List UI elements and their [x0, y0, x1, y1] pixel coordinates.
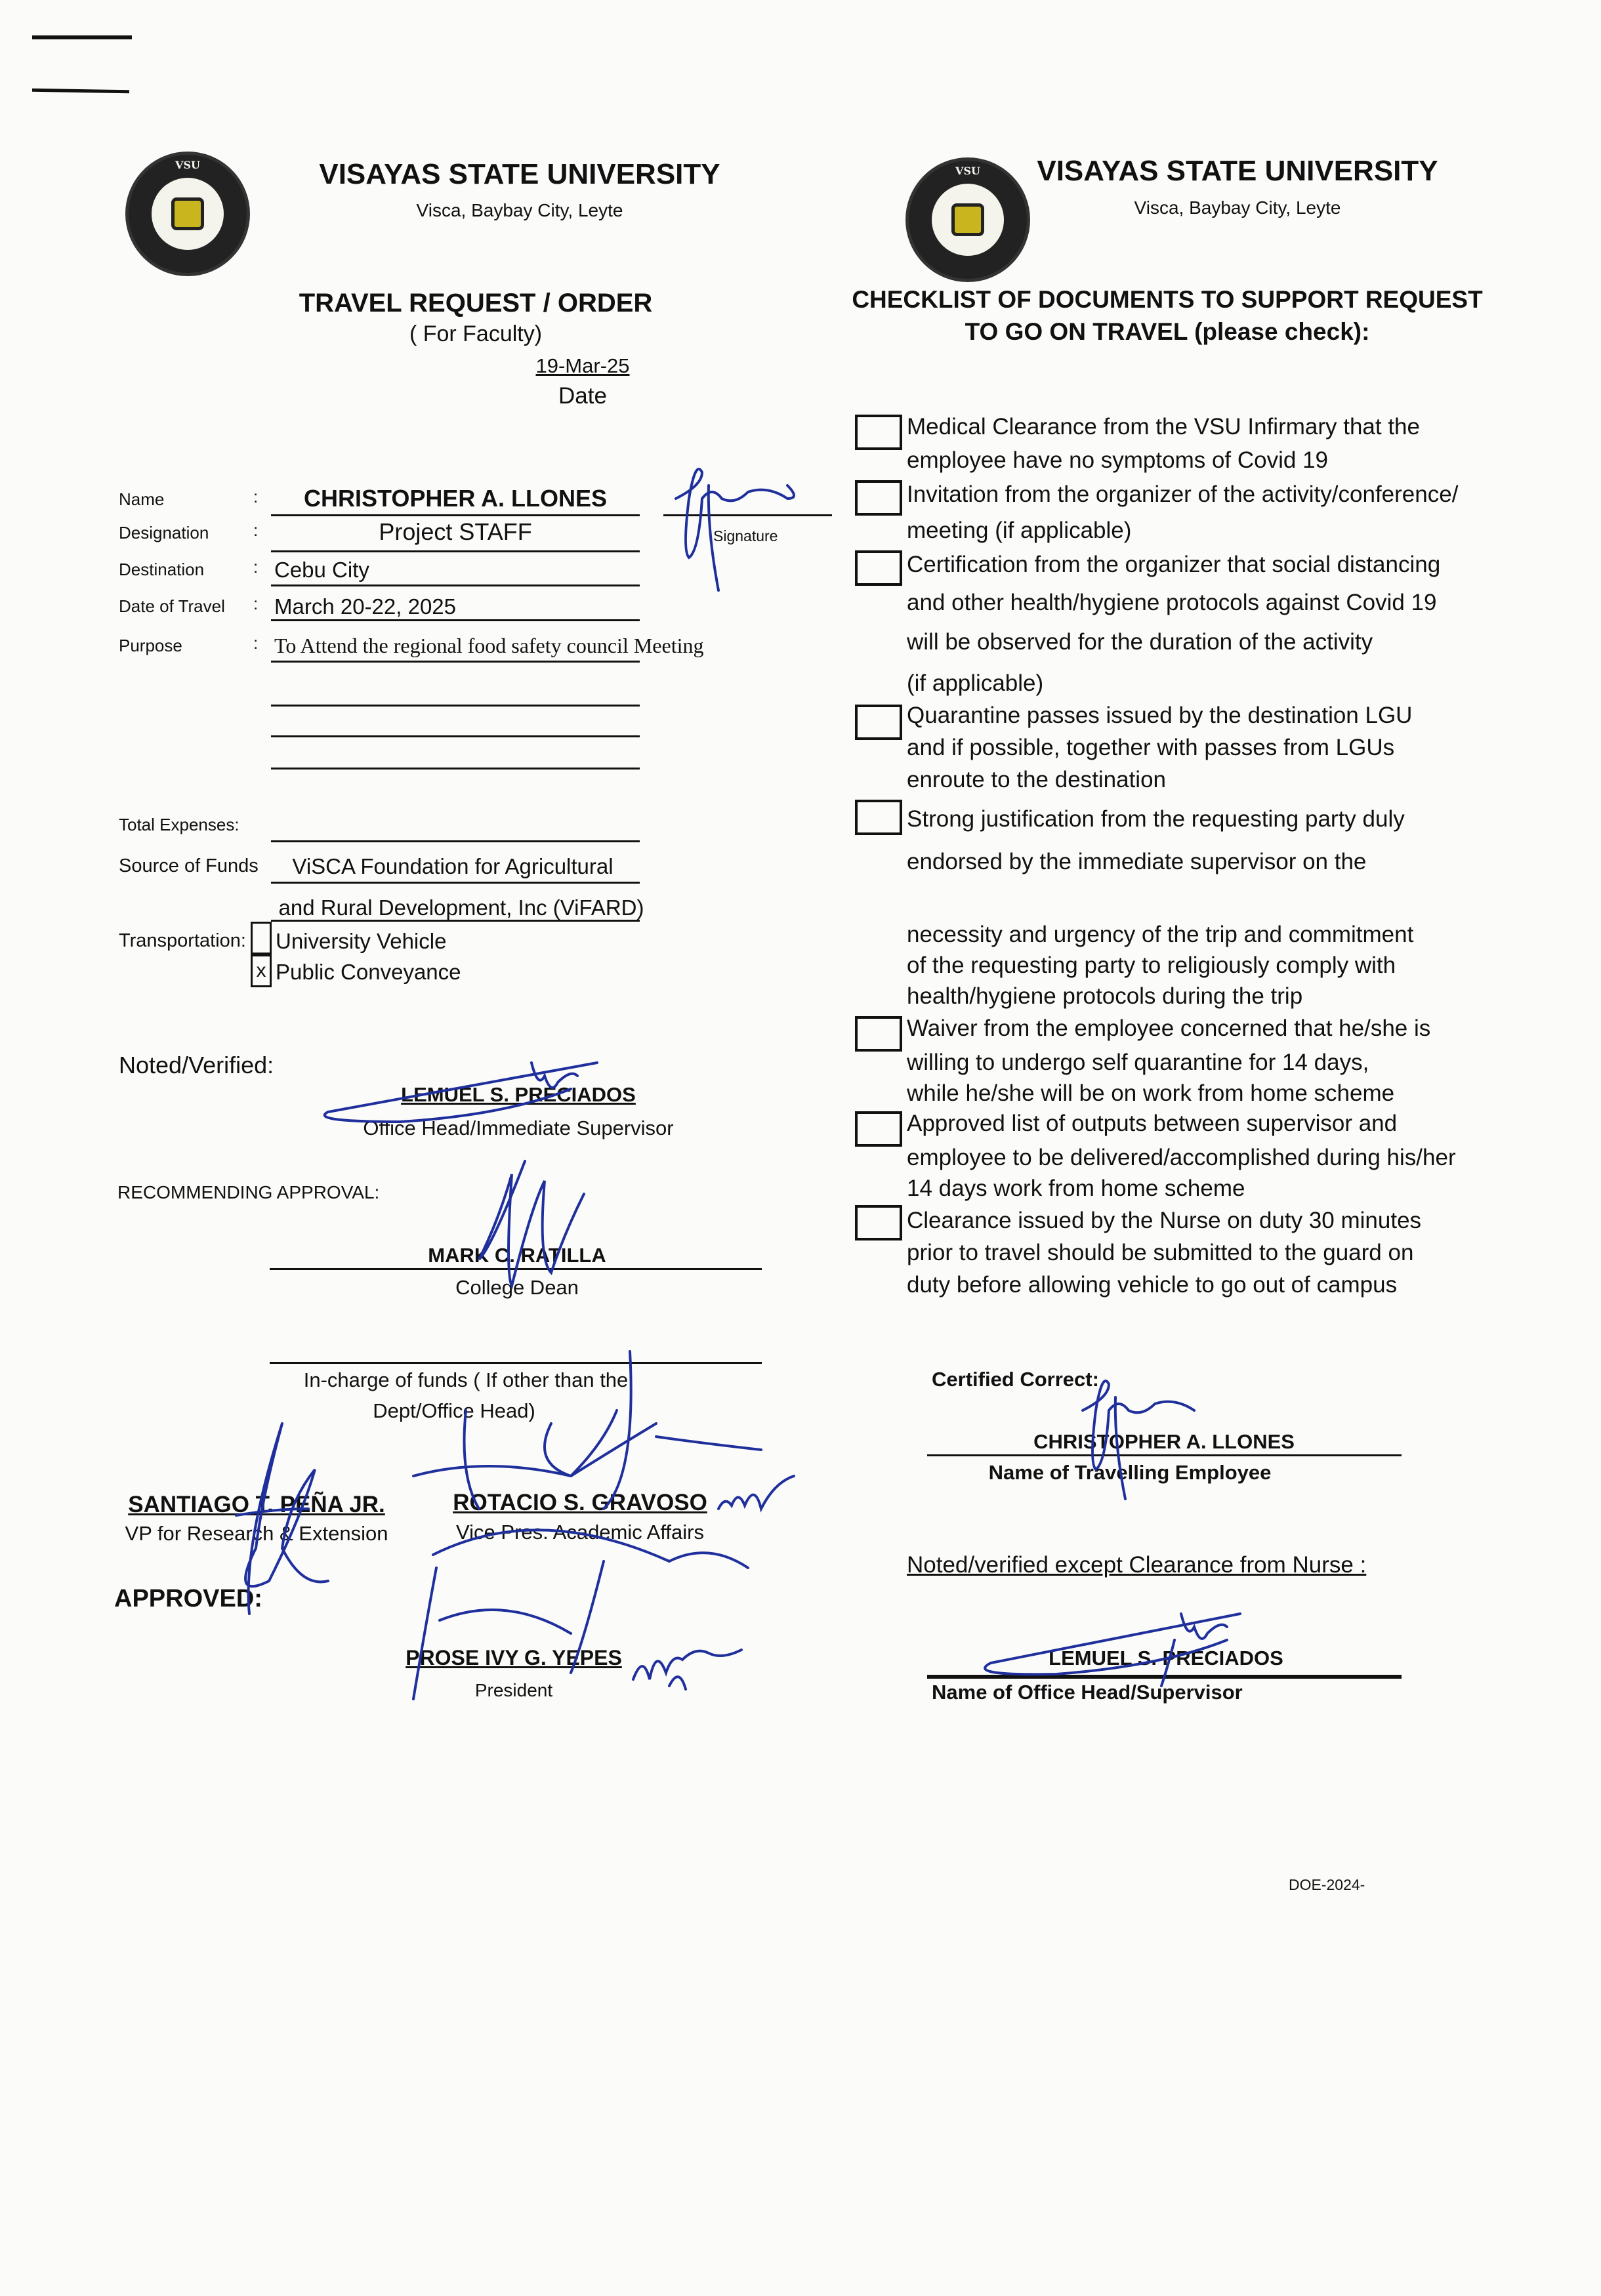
designation-label: Designation — [119, 523, 209, 543]
checklist-item-text: Medical Clearance from the VSU Infirmary that the — [907, 414, 1420, 440]
signature-label: Signature — [713, 527, 778, 544]
university-address: Visca, Baybay City, Leyte — [416, 200, 623, 220]
university-seal-logo — [905, 157, 1030, 282]
name-label: Name — [119, 489, 165, 509]
supervisor-name: LEMUEL S. PRECIADOS — [1049, 1647, 1283, 1670]
purpose-label: Purpose — [119, 636, 182, 655]
form-subtitle: ( For Faculty) — [409, 321, 543, 346]
public-conveyance-label: Public Conveyance — [276, 960, 461, 984]
signature-pena — [217, 1417, 335, 1614]
checklist-checkbox[interactable] — [855, 705, 902, 740]
purpose-underline — [271, 705, 640, 707]
scan-mark — [32, 89, 129, 94]
destination-label: Destination — [119, 560, 205, 579]
university-name: VISAYAS STATE UNIVERSITY — [1037, 155, 1438, 187]
purpose-underline — [271, 661, 640, 663]
total-expenses-underline — [271, 840, 640, 842]
name-underline — [271, 514, 640, 516]
checklist-item-text: Strong justification from the requesting party duly — [907, 806, 1405, 832]
source-of-funds-value[interactable]: ViSCA Foundation for Agricultural — [292, 854, 613, 878]
supervisor-caption: Name of Office Head/Supervisor — [932, 1681, 1243, 1704]
checklist-item-text: enroute to the destination — [907, 767, 1167, 792]
signature-llones — [663, 459, 833, 597]
scan-mark — [32, 35, 132, 39]
checklist-item-text: Waiver from the employee concerned that he/she is — [907, 1015, 1431, 1041]
checklist-item-text: endorsed by the immediate supervisor on the — [907, 849, 1367, 874]
destination-value[interactable]: Cebu City — [274, 558, 369, 582]
checklist-item-text: Certification from the organizer that social distancing — [907, 552, 1441, 577]
source-of-funds-label: Source of Funds — [119, 855, 259, 876]
checklist-item-text: Approved list of outputs between supervisor and — [907, 1111, 1398, 1136]
signature-ratilla — [459, 1155, 591, 1312]
seal-text: VSU — [175, 159, 200, 171]
checklist-item-text: (if applicable) — [907, 670, 1044, 696]
document-code: DOE-2024- — [1289, 1876, 1365, 1893]
checklist-checkbox[interactable] — [855, 415, 902, 450]
president-name: PROSE IVY G. YEPES — [405, 1646, 622, 1670]
checklist-title: CHECKLIST OF DOCUMENTS TO SUPPORT REQUEST — [852, 286, 1483, 313]
checklist-item-text: employee have no symptoms of Covid 19 — [907, 447, 1328, 473]
vp-research-name: SANTIAGO T. PEÑA JR. — [128, 1492, 385, 1517]
date-label: Date — [558, 383, 607, 409]
employee-name: CHRISTOPHER A. LLONES — [1033, 1430, 1295, 1453]
public-conveyance-checkbox[interactable]: x — [251, 954, 272, 987]
destination-underline — [271, 584, 640, 586]
checklist-item-text: of the requesting party to religiously comply with — [907, 953, 1396, 978]
designation-underline — [271, 550, 640, 552]
noted-except-label: Noted/verified except Clearance from Nurse : — [907, 1552, 1367, 1578]
checklist-item-text: Invitation from the organizer of the activity/conference/ — [907, 482, 1459, 507]
date-of-travel-label: Date of Travel — [119, 596, 225, 616]
recommending-approval-label: RECOMMENDING APPROVAL: — [117, 1182, 380, 1202]
checklist-item-text: meeting (if applicable) — [907, 518, 1132, 543]
employee-caption: Name of Travelling Employee — [988, 1461, 1272, 1484]
purpose-value[interactable]: To Attend the regional food safety council Meeting — [274, 634, 704, 657]
vp-research-title: VP for Research & Extension — [125, 1522, 388, 1545]
colon: : — [253, 557, 259, 577]
date-of-travel-value[interactable]: March 20-22, 2025 — [274, 594, 457, 619]
checklist-item-text: Quarantine passes issued by the destination LGU — [907, 703, 1413, 728]
seal-text: VSU — [955, 165, 980, 177]
funds-caption: In-charge of funds ( If other than the — [303, 1368, 629, 1391]
checklist-item-text: health/hygiene protocols during the trip — [907, 983, 1303, 1009]
designation-value[interactable]: Project STAFF — [379, 518, 532, 545]
date-underline — [271, 619, 640, 621]
initials-gravoso — [715, 1469, 800, 1522]
university-seal-logo — [125, 152, 250, 276]
signature-llones-certified — [1070, 1371, 1214, 1502]
approved-label: APPROVED: — [114, 1585, 262, 1612]
colon: : — [253, 594, 259, 613]
noted-verified-label: Noted/Verified: — [119, 1052, 274, 1078]
dean-title: College Dean — [455, 1276, 579, 1299]
university-vehicle-label: University Vehicle — [276, 929, 447, 953]
colon: : — [253, 633, 259, 653]
source-underline — [271, 920, 640, 922]
checklist-item-text: and other health/hygiene protocols against Covid 19 — [907, 590, 1437, 615]
checklist-checkbox[interactable] — [855, 1016, 902, 1052]
total-expenses-label: Total Expenses: — [119, 815, 239, 834]
checklist-checkbox[interactable] — [855, 480, 902, 516]
signature-preciados — [308, 1050, 604, 1135]
checklist-item-text: 14 days work from home scheme — [907, 1176, 1245, 1201]
checklist-checkbox[interactable] — [855, 550, 902, 586]
request-date: 19-Mar-25 — [535, 354, 630, 377]
university-vehicle-checkbox[interactable] — [251, 922, 272, 954]
checklist-checkbox[interactable] — [855, 800, 902, 835]
checklist-item-text: necessity and urgency of the trip and commitment — [907, 922, 1414, 947]
name-value[interactable]: CHRISTOPHER A. LLONES — [303, 485, 608, 512]
certified-correct-label: Certified Correct: — [932, 1368, 1099, 1391]
president-title: President — [474, 1680, 553, 1700]
noted-by-name: LEMUEL S. PRECIADOS — [401, 1083, 636, 1106]
source-of-funds-value-2[interactable]: and Rural Development, Inc (ViFARD) — [278, 895, 644, 920]
signature-preciados-supervisor — [965, 1601, 1247, 1686]
form-title: TRAVEL REQUEST / ORDER — [299, 289, 653, 318]
checklist-title: TO GO ON TRAVEL (please check): — [965, 318, 1370, 345]
checklist-item-text: while he/she will be on work from home scheme — [907, 1080, 1395, 1106]
noted-by-title: Office Head/Immediate Supervisor — [363, 1117, 674, 1139]
checklist-item-text: willing to undergo self quarantine for 14 days, — [907, 1050, 1369, 1075]
initials-yepes — [630, 1633, 748, 1692]
checklist-item-text: employee to be delivered/accomplished during his/her — [907, 1145, 1456, 1170]
colon: : — [253, 520, 259, 540]
vp-academic-title: Vice Pres. Academic Affairs — [456, 1521, 704, 1544]
checklist-item-text: will be observed for the duration of the activity — [907, 629, 1373, 655]
purpose-underline — [271, 768, 640, 769]
funds-caption-2: Dept/Office Head) — [373, 1399, 535, 1422]
university-name: VISAYAS STATE UNIVERSITY — [319, 158, 720, 190]
checklist-item-text: prior to travel should be submitted to the guard on — [907, 1240, 1414, 1265]
purpose-underline — [271, 735, 640, 737]
transportation-label: Transportation: — [119, 930, 246, 951]
checklist-checkbox[interactable] — [855, 1205, 902, 1240]
colon: : — [253, 487, 259, 506]
checklist-checkbox[interactable] — [855, 1111, 902, 1147]
vp-academic-name: ROTACIO S. GRAVOSO — [453, 1490, 707, 1515]
university-address: Visca, Baybay City, Leyte — [1134, 197, 1341, 218]
checklist-item-text: and if possible, together with passes from LGUs — [907, 735, 1395, 760]
checklist-item-text: duty before allowing vehicle to go out of campus — [907, 1272, 1398, 1298]
dean-name: MARK C. RATILLA — [428, 1244, 606, 1267]
source-underline — [271, 882, 640, 884]
checklist-item-text: Clearance issued by the Nurse on duty 30 minutes — [907, 1208, 1422, 1233]
